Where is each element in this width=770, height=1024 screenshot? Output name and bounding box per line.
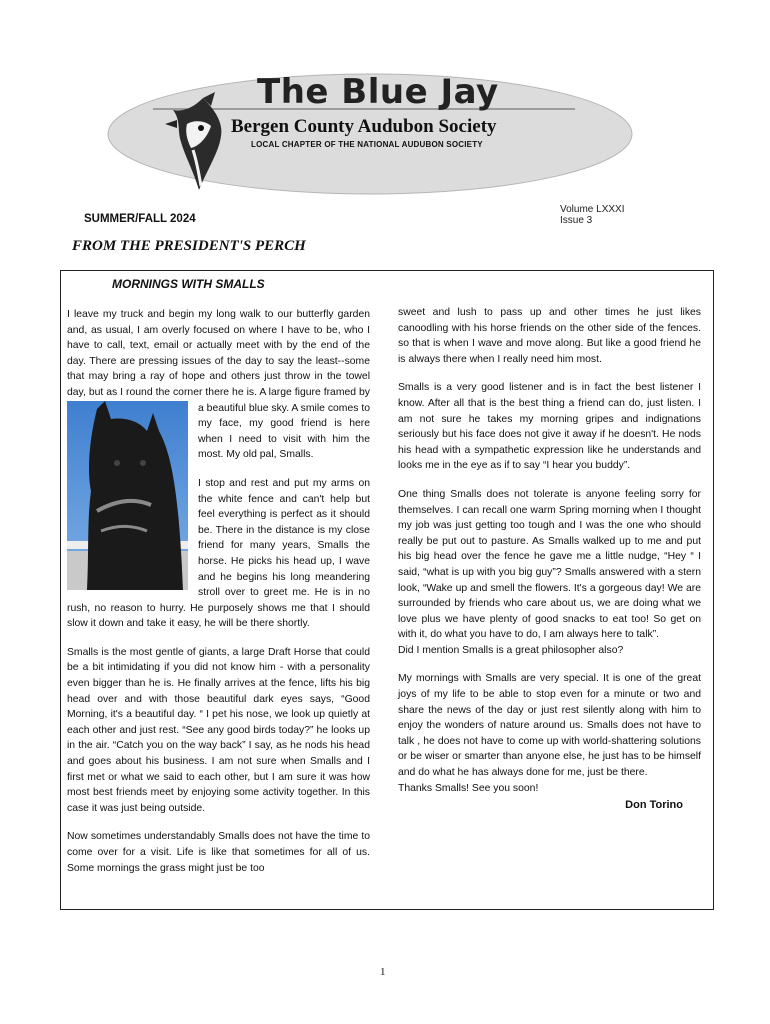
paragraph: I leave my truck and begin my long walk to our butterfly garden and, as usual, I am overly focused on where I have to be, who I have to call, text, email or actually meet with by the end of the day. There are pressing issues of the day to say the least--some that may bring a ray of hope and others just throw in the towel day, but as I round the corner there he is. A large figure framed by a beautiful blue sky. A smile comes to my face, my good friend is here when I need to visit with him the most. My old pal, Smalls. (67, 307, 370, 463)
page-number: 1 (380, 966, 386, 978)
paragraph: My mornings with Smalls are very special. It is one of the great joys of my life to be able to stop even for a minute or two and share the news of the day or just rest silently along with him to enjoy the wonders of nature around us. Smalls does not have to talk , he does not have to come up with world-shattering solutions or be wiser or smarter than anyone else, he just has to be himself and do what he has always done for me, just be there. (398, 673, 701, 779)
chapter-subtitle: LOCAL CHAPTER OF THE NATIONAL AUDUBON SOCIETY (251, 140, 483, 149)
paragraph: Did I mention Smalls is a great philosopher also? (398, 644, 624, 656)
masthead (105, 72, 635, 196)
paragraph: One thing Smalls does not tolerate is anyone feeling sorry for themselves. I can recall one warm Spring morning when I thought my job was just getting too tough and I was the one who should really be put out to pasture. As Smalls walked up to me and put his big head over the fence he gave me a little nudge, “Hey “ I said, “what is up with you big guy”? Smalls answered with a stern look, “Wake up and smell the flowers. It's a gorgeous day! We are surrounded by friends who care about us, we are doing what we love plus we have plenty of good snacks to eat too! So get on with it, do what you have to do, I am always here to talk”. (398, 488, 701, 641)
paragraph: I stop and rest and put my arms on the white fence and can't help but feel everything is perfect as it should be. There in the distance is my close friend for many years, Smalls the horse. He picks his head up, I wave and he begins his long meandering stroll over to greet me. He is in no rush, no reason to hurry. He purposely shows me that I should slow it down and take it easy, he will be there shortly. (67, 477, 370, 630)
society-name: Bergen County Audubon Society (231, 116, 497, 137)
section-heading: FROM THE PRESIDENT'S PERCH (72, 238, 306, 254)
paragraph: Smalls is a very good listener and is in fact the best listener I know. After all that is the best thing a friend can do, just listen. I am not sure he takes my morning gripes and indignations seriously but his face does not give it away if he doesn't. He nods his head with a sympathetic expression like he understands and looks me in the eye as if to say “I hear you buddy”. (398, 382, 701, 472)
paragraph: Thanks Smalls! See you soon! (398, 782, 539, 794)
article-title: MORNINGS WITH SMALLS (112, 277, 265, 291)
issue-number: Issue 3 (560, 215, 593, 226)
author-signature: Don Torino (625, 799, 683, 812)
season-label: SUMMER/FALL 2024 (84, 213, 196, 225)
blue-jay-icon (163, 90, 243, 200)
paragraph: sweet and lush to pass up and other times he just likes canoodling with his horse friends on the other side of the fences. so that is when I wave and move along. But like a good friend he is always there when I really need him most. (398, 307, 701, 365)
article-right-column (398, 305, 701, 814)
paragraph: Now sometimes understandably Smalls does not have the time to come over for a visit. Life is like that sometimes for all of us. Some mornings the grass might just be too (67, 831, 370, 874)
newsletter-title: The Blue Jay (257, 72, 499, 112)
horse-photo (67, 401, 188, 590)
issue-info (560, 204, 624, 226)
article-left-column (67, 307, 370, 889)
volume-label: Volume LXXXI (560, 204, 625, 215)
paragraph: Smalls is the most gentle of giants, a large Draft Horse that could be a bit intimidating if you did not know him - with a personality even bigger than he is. He finally arrives at the fence, lifts his big head over and with those beautiful dark eyes says, “Good Morning, it's a beautiful day. “ I pet his nose, we look up quietly at each other and just rest. “See any good birds today?” he looks up in the air. “Catch you on the way back” I say, as he nods his head and goes about his business. I am not sure when Smalls and I first met or what we said to each other, but I am sure it was how most best friends meet by enjoying some activity together. In this case it was just being outside. (67, 646, 370, 814)
